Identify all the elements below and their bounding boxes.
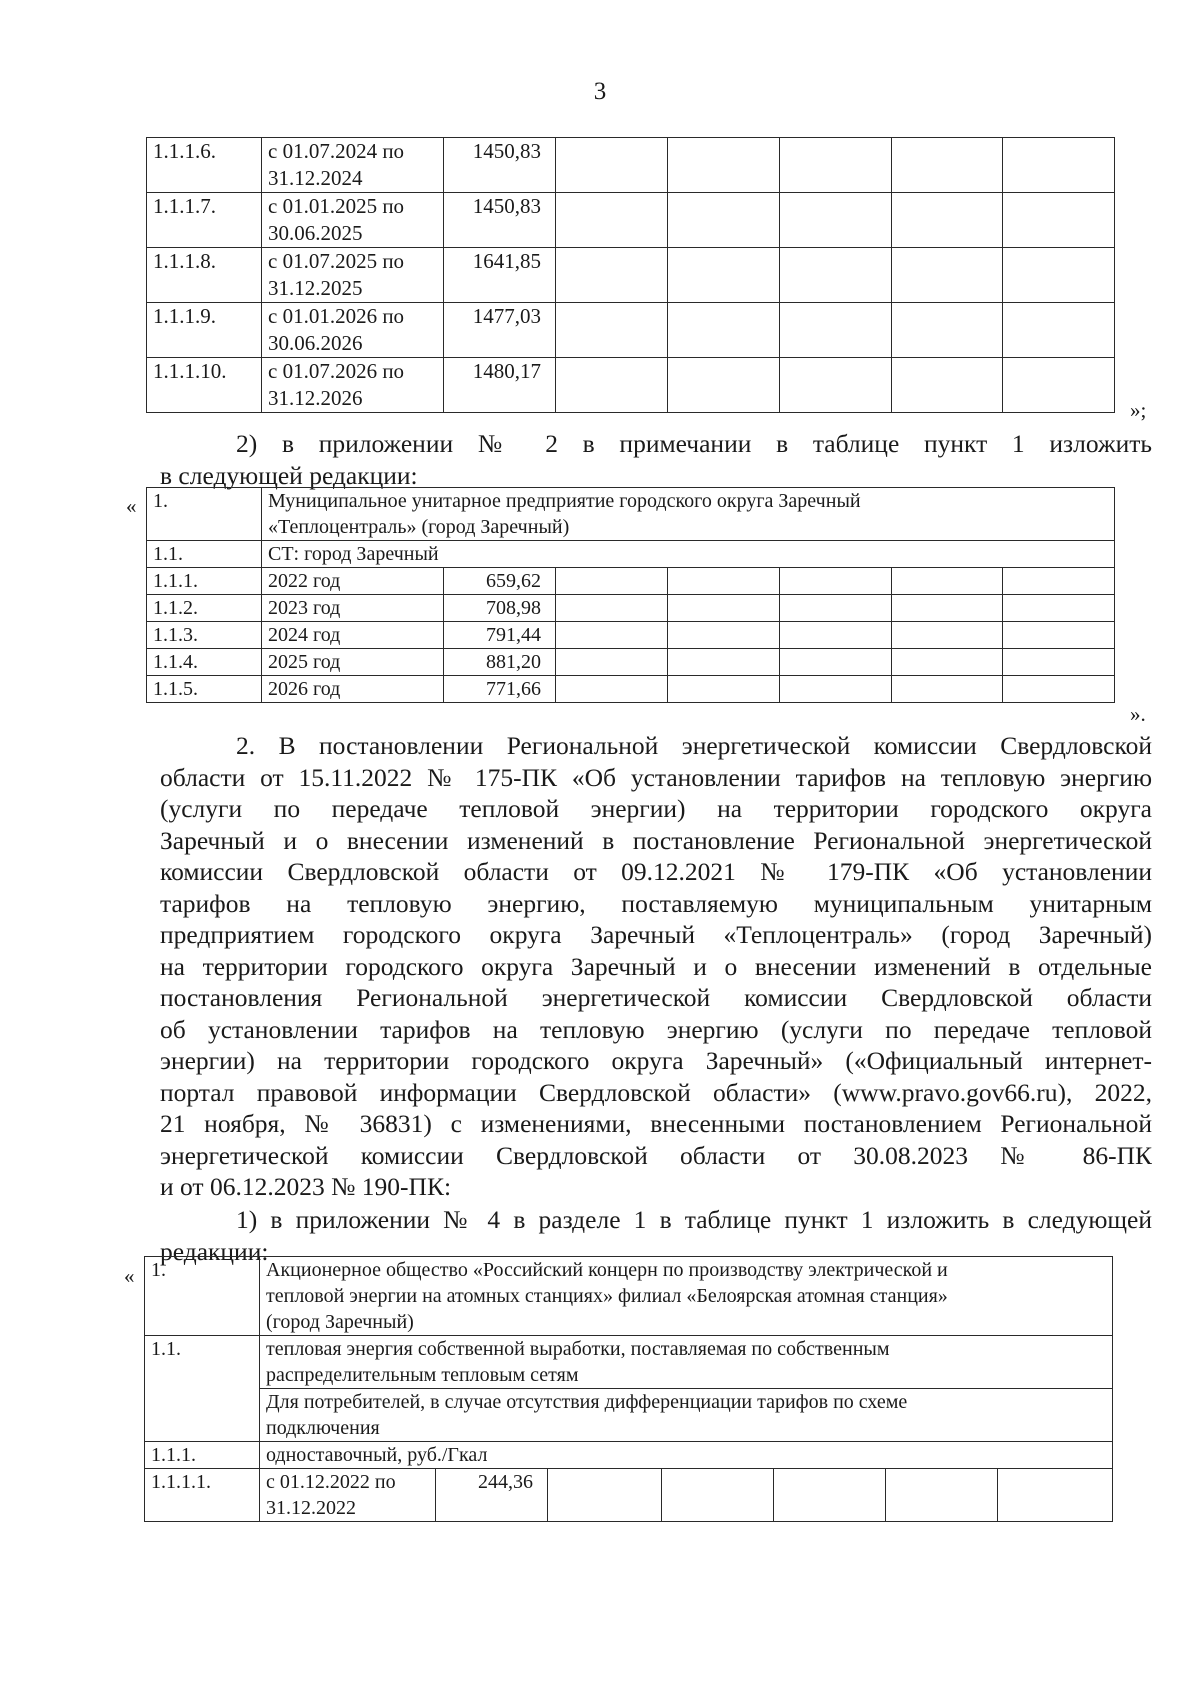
table-row [147,595,1115,622]
paragraph-line: области от 15.11.2022 № 175-ПК «Об установлении тарифов на тепловую энергию [160,762,1152,792]
paragraph-line: 2) в приложении № 2 в примечании в таблице пункт 1 изложить [236,429,1152,458]
table-cell-empty [892,649,1003,676]
table-cell-empty [892,303,1003,358]
table-cell-code: 1.1.4. [147,649,262,676]
paragraph-line: 21 ноября, № 36831) с изменениями, внесенными постановлением Региональной [160,1109,1152,1138]
table-cell-org-name [260,1257,1113,1336]
table-cell-period [262,303,444,358]
table-row [147,248,1115,303]
table-row [147,303,1115,358]
table-cell-code: 1.1.1.8. [147,248,262,303]
table-cell-value: 881,20 [444,649,556,676]
table-cell-code: 1. [145,1257,260,1336]
period-end: 30.06.2026 [268,331,363,355]
table-cell-year: 2022 год [262,568,444,595]
page-number: 3 [593,78,607,105]
table-cell-value: 1480,17 [444,358,556,413]
consumer-note-line: подключения [266,1417,380,1439]
period-end: 31.12.2025 [268,276,363,300]
paragraph-section-2 [160,730,1152,1203]
table-cell-code: 1.1.1.10. [147,358,262,413]
table-cell-consumer-note [260,1389,1113,1442]
table2-opening-mark: « [126,494,137,518]
table-cell-empty [1003,358,1115,413]
tariff-table-3 [144,1256,1113,1522]
table-cell-empty [556,568,668,595]
table-cell-empty [780,303,892,358]
table-cell-rate-type: одноставочный, руб./Гкал [260,1442,1113,1469]
table-row [145,1257,1113,1336]
table-cell-code: 1.1.2. [147,595,262,622]
table-cell-empty [556,193,668,248]
table-row [147,488,1115,541]
table-cell-code: 1. [147,488,262,541]
table-cell-code: 1.1.1. [147,568,262,595]
consumer-note-line: Для потребителей, в случае отсутствия дифференциации тарифов по схеме [266,1391,908,1413]
table-cell-empty [998,1469,1113,1522]
table-row [147,676,1115,703]
paragraph-line: 2. В постановлении Региональной энергетической комиссии Свердловской [236,731,1152,760]
table-cell-empty [1003,248,1115,303]
table-cell-code: 1.1.3. [147,622,262,649]
table-cell-empty [892,248,1003,303]
table-cell-empty [780,568,892,595]
table-row [147,358,1115,413]
period-start: с 01.07.2024 по [268,139,405,163]
table-cell-empty [892,358,1003,413]
paragraph-line: портал правовой информации Свердловской области» (www.pravo.gov66.ru), 2022, [160,1077,1152,1107]
table-row [147,138,1115,193]
table-cell-empty [780,138,892,193]
table-cell-empty [556,358,668,413]
table-cell-empty [1003,595,1115,622]
table-cell-code: 1.1.1. [145,1442,260,1469]
table-cell-value: 791,44 [444,622,556,649]
org-name-line: Муниципальное унитарное предприятие городского округа Заречный [268,490,861,512]
table-cell-empty [780,595,892,622]
table-cell-code: 1.1. [145,1336,260,1442]
table-row [147,541,1115,568]
table-cell-empty [1003,193,1115,248]
table-cell-empty [668,248,780,303]
table-cell-value: 659,62 [444,568,556,595]
table-cell-empty [892,138,1003,193]
energy-type-line: распределительным тепловым сетям [266,1364,579,1386]
table-cell-empty [556,595,668,622]
table-cell-empty [1003,568,1115,595]
table-cell-empty [892,622,1003,649]
paragraph-line: постановления Региональной энергетической комиссии Свердловской области [160,983,1152,1012]
table-cell-empty [1003,676,1115,703]
paragraph-line: в следующей редакции: [160,460,418,490]
org-name-line: Акционерное общество «Российский концерн по производству электрической и [266,1259,948,1281]
table-cell-empty [892,193,1003,248]
paragraph-line: редакции: [160,1236,269,1266]
table-cell-empty [556,676,668,703]
table-cell-empty [556,622,668,649]
table-cell-empty [668,193,780,248]
period-end: 31.12.2026 [268,386,363,410]
table-cell-empty [668,568,780,595]
tariff-table-2 [146,487,1115,703]
table-cell-empty [886,1469,998,1522]
table-cell-code: 1.1. [147,541,262,568]
table-cell-empty [1003,138,1115,193]
table-cell-empty [780,676,892,703]
table-row [147,649,1115,676]
table-cell-empty [780,248,892,303]
table-cell-empty [668,649,780,676]
table-cell-code: 1.1.1.6. [147,138,262,193]
table-cell-code: 1.1.1.1. [145,1469,260,1522]
table-cell-empty [668,138,780,193]
table-cell-empty [556,303,668,358]
table1-closing-mark: »; [1130,398,1147,422]
table-cell-code: 1.1.1.7. [147,193,262,248]
period-end: 30.06.2025 [268,221,363,245]
table-cell-year: 2025 год [262,649,444,676]
table-cell-empty [1003,649,1115,676]
table-cell-period [260,1469,436,1522]
table-row [145,1389,1113,1442]
table-cell-period [262,248,444,303]
table-cell-empty [780,622,892,649]
period-end: 31.12.2022 [266,1497,356,1519]
table-cell-empty [668,595,780,622]
paragraph-line: об установлении тарифов на тепловую энергию (услуги по передаче тепловой [160,1014,1152,1044]
table-cell-empty [780,649,892,676]
paragraph-line: предприятием городского округа Заречный «Теплоцентраль» (город Заречный) [160,920,1152,949]
tariff-table-1 [146,137,1115,413]
table-cell-empty [556,248,668,303]
table-cell-empty [556,649,668,676]
table-cell-empty [774,1469,886,1522]
period-end: 31.12.2024 [268,166,363,190]
paragraph-amendment-2 [160,428,1152,491]
table-cell-value: 1450,83 [444,138,556,193]
paragraph-line: и от 06.12.2023 № 190-ПК: [160,1172,452,1201]
paragraph-line: Заречный и о внесении изменений в постановление Региональной энергетической [160,825,1152,855]
table-cell-empty [668,676,780,703]
table-cell-period [262,193,444,248]
table-cell-empty [662,1469,774,1522]
table-cell-empty [668,303,780,358]
paragraph-line: на территории городского округа Заречный и о внесении изменений в отдельные [160,951,1152,981]
table-cell-value: 244,36 [436,1469,548,1522]
period-start: с 01.07.2025 по [268,249,405,273]
org-name-line: (город Заречный) [266,1311,414,1333]
table-cell-empty [780,358,892,413]
table-cell-empty [780,193,892,248]
table-cell-value: 1450,83 [444,193,556,248]
paragraph-line: комиссии Свердловской области от 09.12.2021 № 179-ПК «Об установлении [160,857,1152,886]
table-cell-period [262,358,444,413]
paragraph-line: энергии) на территории городского округа Заречный» («Официальный интернет- [160,1046,1152,1075]
table3-opening-mark: « [124,1264,135,1288]
table-cell-year: 2023 год [262,595,444,622]
period-start: с 01.12.2022 по [266,1471,396,1493]
table-cell-value: 771,66 [444,676,556,703]
table-row [147,193,1115,248]
paragraph-line: тарифов на тепловую энергию, поставляемую муниципальным унитарным [160,888,1152,918]
org-name-line: «Теплоцентраль» (город Заречный) [268,516,570,538]
table-cell-empty [668,358,780,413]
table-cell-empty [892,595,1003,622]
period-start: с 01.01.2025 по [268,194,405,218]
table-cell-org-name [262,488,1115,541]
table-cell-year: 2026 год [262,676,444,703]
paragraph-line: 1) в приложении № 4 в разделе 1 в таблице пункт 1 изложить в следующей [236,1205,1152,1234]
table2-closing-mark: ». [1130,702,1146,726]
org-name-line: тепловой энергии на атомных станциях» филиал «Белоярская атомная станция» [266,1285,948,1307]
table-cell-empty [1003,303,1115,358]
period-start: с 01.07.2026 по [268,359,405,383]
table-cell-empty [556,138,668,193]
table-cell-code: 1.1.5. [147,676,262,703]
table-cell-code: 1.1.1.9. [147,303,262,358]
table-cell-period [262,138,444,193]
table-cell-system: СТ: город Заречный [262,541,1115,568]
table-row [145,1469,1113,1522]
table-cell-year: 2024 год [262,622,444,649]
table-cell-empty [668,622,780,649]
table-row [147,568,1115,595]
table-cell-empty [548,1469,662,1522]
table-cell-energy-type [260,1336,1113,1389]
table-cell-value: 708,98 [444,595,556,622]
paragraph-line: (услуги по передаче тепловой энергии) на территории городского округа [160,794,1152,823]
table-cell-value: 1477,03 [444,303,556,358]
period-start: с 01.01.2026 по [268,304,405,328]
table-cell-value: 1641,85 [444,248,556,303]
table-row [147,622,1115,649]
table-cell-empty [892,676,1003,703]
paragraph-line: энергетической комиссии Свердловской области от 30.08.2023 № 86-ПК [160,1140,1152,1170]
table-row [145,1442,1113,1469]
table-row [145,1336,1113,1389]
energy-type-line: тепловая энергия собственной выработки, поставляемая по собственным [266,1338,890,1360]
table-cell-empty [1003,622,1115,649]
table-cell-empty [892,568,1003,595]
